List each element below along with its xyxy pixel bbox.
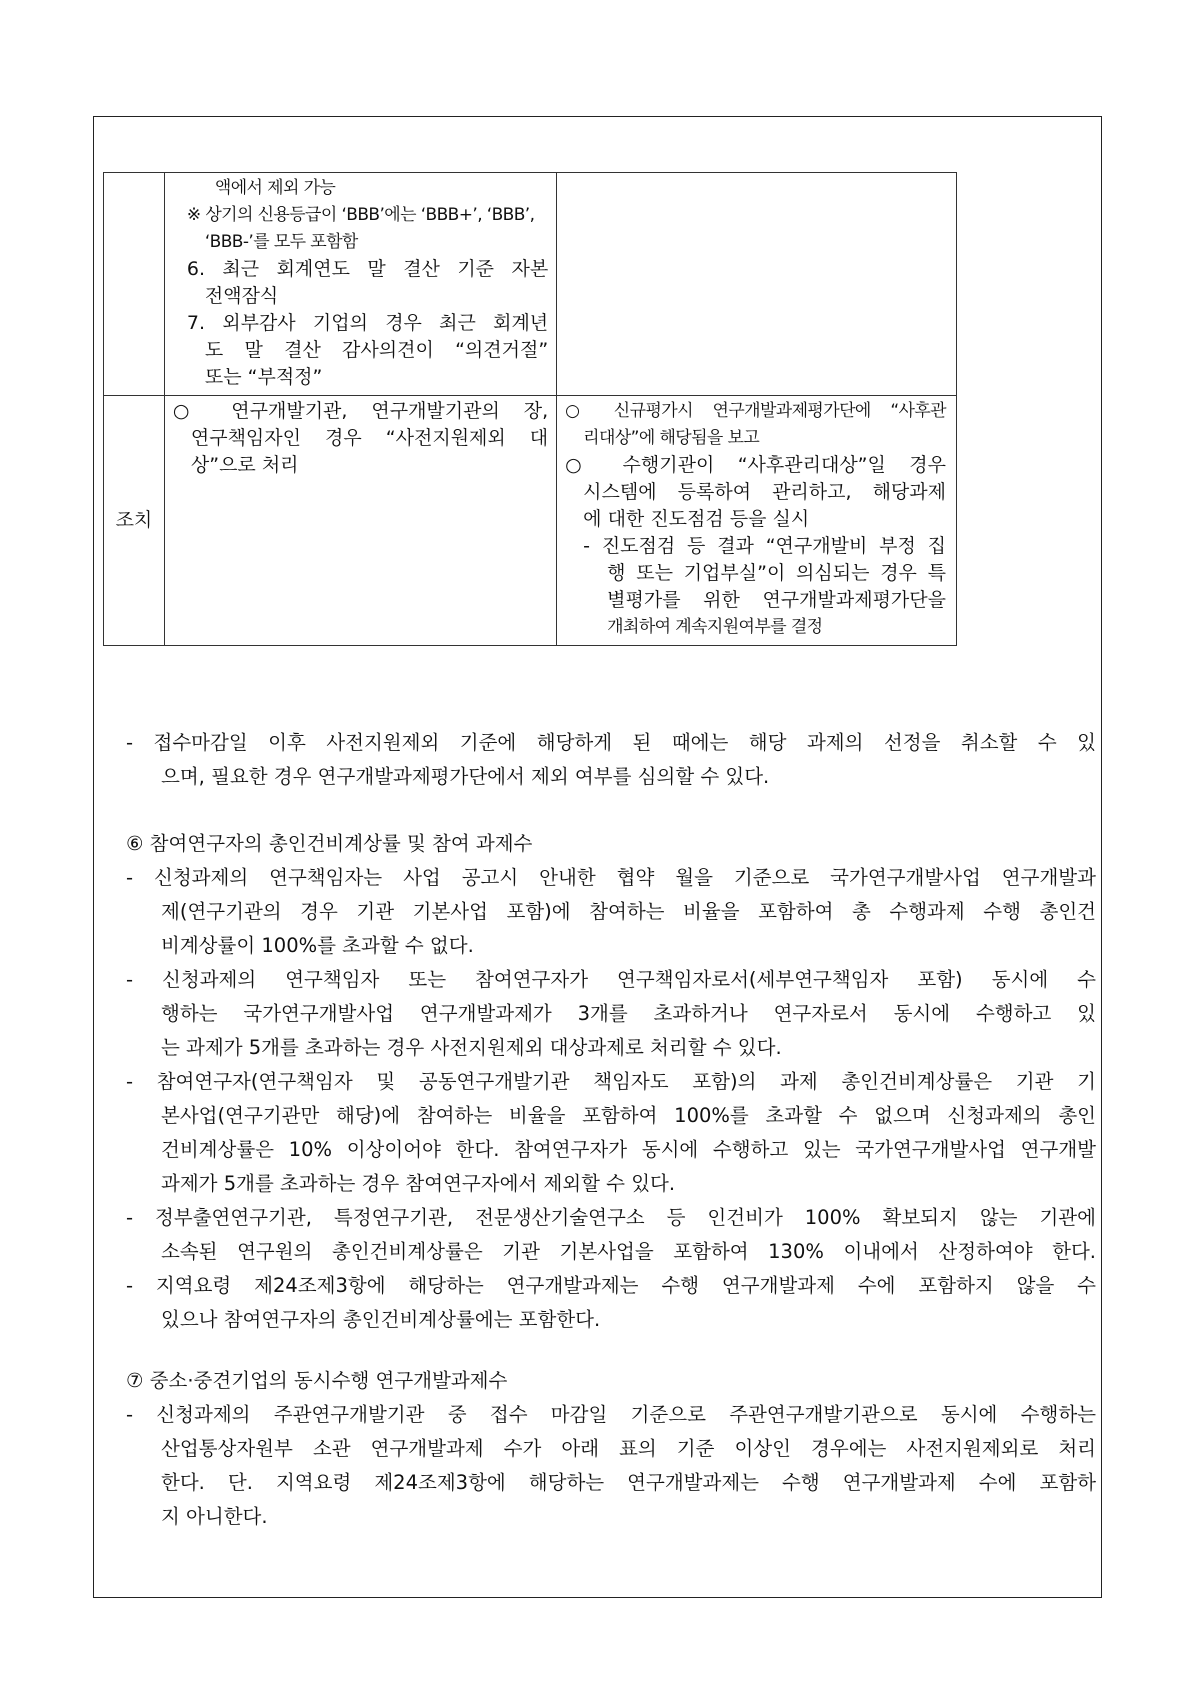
text-line: 과제가 5개를 초과하는 경우 참여연구자에서 제외할 수 있다.	[161, 1172, 676, 1195]
section-6-heading: ⑥ 참여연구자의 총인건비계상률 및 참여 과제수	[126, 832, 533, 855]
action-line: 개최하여 계속지원여부를 결정	[607, 617, 823, 637]
action-line: 상”으로 처리	[190, 454, 299, 476]
action-line: ○ 수행기관이 “사후관리대상”일 경우	[565, 454, 946, 476]
text-line: 소속된 연구원의 총인건비계상률은 기관 기본사업을 포함하여 130% 이내에서 산정하여야 한다.	[161, 1240, 1096, 1263]
criteria-cell	[164, 173, 556, 396]
action-line: 행 또는 기업부실”이 의심되는 경우 특	[607, 562, 946, 584]
text-line: 비계상률이 100%를 초과할 수 없다.	[161, 934, 474, 957]
action-line: ○ 신규평가시 연구개발과제평가단에 “사후관	[565, 401, 946, 421]
table-row	[104, 396, 957, 646]
criteria-line: ※ 상기의 신용등급이 ‘BBB’에는 ‘BBB+’, ‘BBB’,	[186, 205, 535, 225]
text-line: 지 아니한다.	[161, 1505, 268, 1528]
criteria-line: 6. 최근 회계연도 말 결산 기준 자본	[186, 258, 549, 280]
action-line: 별평가를 위한 연구개발과제평가단을	[607, 589, 946, 611]
text-line: 있으나 참여연구자의 총인건비계상률에는 포함한다.	[161, 1308, 601, 1331]
text-line: - 정부출연연구기관, 특정연구기관, 전문생산기술연구소 등 인건비가 100% 확보되지 않는 기관에	[126, 1206, 1096, 1229]
action-line: 시스템에 등록하여 관리하고, 해당과제	[583, 481, 946, 503]
text-line: - 지역요령 제24조제3항에 해당하는 연구개발과제는 수행 연구개발과제 수에 포함하지 않을 수	[126, 1274, 1096, 1297]
empty-cell	[557, 173, 957, 396]
row-label-action: 조치	[104, 396, 165, 646]
action-line: - 진도점검 등 결과 “연구개발비 부정 집	[583, 535, 946, 557]
text-line: 으며, 필요한 경우 연구개발과제평가단에서 제외 여부를 심의할 수 있다.	[161, 765, 770, 788]
text-line: 건비계상률은 10% 이상이어야 한다. 참여연구자가 동시에 수행하고 있는 국가연구개발사업 연구개발	[161, 1138, 1096, 1161]
row-label-empty	[104, 173, 165, 396]
text-line: - 신청과제의 주관연구개발기관 중 접수 마감일 기준으로 주관연구개발기관으로 동시에 수행하는	[126, 1403, 1096, 1426]
text-line: 한다. 단. 지역요령 제24조제3항에 해당하는 연구개발과제는 수행 연구개발과제 수에 포함하	[161, 1471, 1096, 1494]
intro-paragraph	[126, 726, 1096, 794]
action-line: 에 대한 진도점검 등을 실시	[583, 508, 810, 530]
criteria-line: ‘BBB-’를 모두 포함함	[204, 232, 358, 252]
text-line: 는 과제가 5개를 초과하는 경우 사전지원제외 대상과제로 처리할 수 있다.	[161, 1036, 782, 1059]
action-cell-right	[557, 396, 957, 646]
action-line: 리대상”에 해당됨을 보고	[583, 428, 760, 448]
exclusion-criteria-table	[103, 172, 957, 646]
criteria-line: 전액잠식	[204, 285, 279, 307]
text-line: 산업통상자원부 소관 연구개발과제 수가 아래 표의 기준 이상인 경우에는 사전지원제외로 처리	[161, 1437, 1096, 1460]
action-line: ○ 연구개발기관, 연구개발기관의 장,	[172, 400, 549, 422]
text-line: - 신청과제의 연구책임자는 사업 공고시 안내한 협약 월을 기준으로 국가연구개발사업 연구개발과	[126, 866, 1096, 889]
section-7-heading: ⑦ 중소·중견기업의 동시수행 연구개발과제수	[126, 1369, 508, 1392]
action-cell-left	[164, 396, 556, 646]
text-line: 행하는 국가연구개발사업 연구개발과제가 3개를 초과하거나 연구자로서 동시에 수행하고 있	[161, 1002, 1096, 1025]
table-row	[104, 173, 957, 396]
criteria-line: 도 말 결산 감사의견이 “의견거절”	[204, 339, 549, 361]
section-7-body	[126, 1398, 1096, 1534]
criteria-line: 또는 “부적정”	[204, 366, 323, 388]
criteria-line: 7. 외부감사 기업의 경우 최근 회계년	[186, 312, 549, 334]
action-line: 연구책임자인 경우 “사전지원제외 대	[190, 427, 549, 449]
text-line: - 참여연구자(연구책임자 및 공동연구개발기관 책임자도 포함)의 과제 총인건비계상률은 기관 기	[126, 1070, 1096, 1093]
text-line: - 신청과제의 연구책임자 또는 참여연구자가 연구책임자로서(세부연구책임자 포함) 동시에 수	[126, 968, 1096, 991]
text-line: 본사업(연구기관만 해당)에 참여하는 비율을 포함하여 100%를 초과할 수 없으며 신청과제의 총인	[161, 1104, 1096, 1127]
text-line: 제(연구기관의 경우 기관 기본사업 포함)에 참여하는 비율을 포함하여 총 수행과제 수행 총인건	[161, 900, 1096, 923]
section-6-body	[126, 861, 1096, 1337]
criteria-line: 액에서 제외 가능	[214, 178, 336, 198]
text-line: - 접수마감일 이후 사전지원제외 기준에 해당하게 된 때에는 해당 과제의 선정을 취소할 수 있	[126, 731, 1096, 754]
